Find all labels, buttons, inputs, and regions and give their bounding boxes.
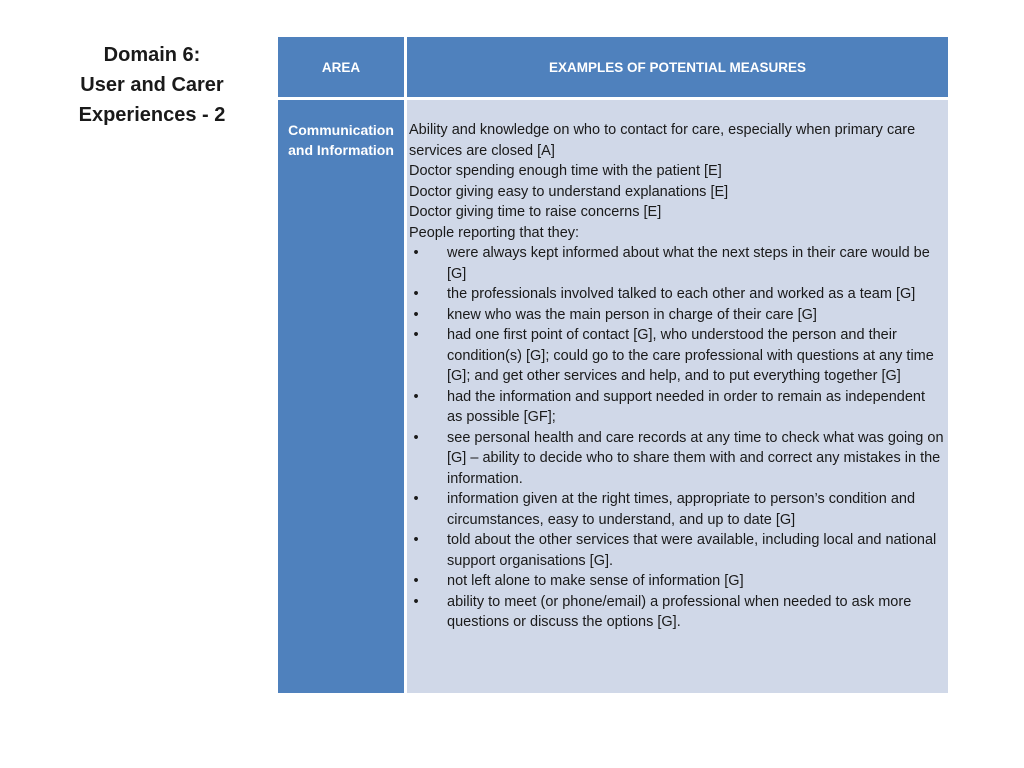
slide-title bbox=[66, 40, 238, 130]
list-item bbox=[409, 592, 944, 633]
bullet-text: not left alone to make sense of information [G] bbox=[447, 573, 744, 589]
bullet-icon: • bbox=[413, 491, 419, 507]
column-header-examples: EXAMPLES OF POTENTIAL MEASURES bbox=[407, 37, 948, 97]
column-header-area: AREA bbox=[278, 37, 404, 97]
list-item bbox=[409, 243, 944, 284]
bullet-text: had one first point of contact [G], who understood the person and their condition(s) [G]; could go to the care professional with questions at any time [G]; and get other services and help, and to put everything together [G] bbox=[447, 327, 934, 384]
bullet-icon: • bbox=[413, 286, 419, 302]
measure-line: Doctor spending enough time with the patient [E] bbox=[409, 163, 722, 179]
measures-table bbox=[278, 37, 948, 693]
bullet-icon: • bbox=[413, 573, 419, 589]
measure-bullet-list bbox=[409, 243, 944, 633]
area-cell bbox=[278, 100, 404, 693]
measure-line: Doctor giving time to raise concerns [E] bbox=[409, 204, 662, 220]
measure-line: Doctor giving easy to understand explanations [E] bbox=[409, 183, 729, 200]
list-item bbox=[409, 325, 944, 387]
bullet-icon: • bbox=[413, 306, 419, 323]
bullet-text: knew who was the main person in charge of their care [G] bbox=[447, 306, 817, 323]
bullet-icon: • bbox=[413, 388, 419, 405]
list-item bbox=[409, 571, 944, 592]
list-item bbox=[409, 428, 944, 490]
list-item bbox=[409, 387, 944, 428]
list-item bbox=[409, 489, 944, 530]
bullet-text: see personal health and care records at any time to check what was going on [G] – ability to decide who to share them with and correct any mistakes in the information. bbox=[447, 429, 944, 487]
bullet-text: the professionals involved talked to each other and worked as a team [G] bbox=[447, 286, 916, 302]
bullet-icon: • bbox=[413, 429, 419, 446]
bullet-icon: • bbox=[413, 245, 419, 261]
title-line: Experiences - 2 bbox=[78, 104, 226, 126]
bullet-text: information given at the right times, appropriate to person’s condition and circumstances, easy to understand, and up to date [G] bbox=[447, 491, 916, 528]
measure-line: People reporting that they: bbox=[409, 224, 580, 241]
bullet-text: had the information and support needed in order to remain as independent as possible [GF]; bbox=[447, 388, 926, 425]
measure-line: Ability and knowledge on who to contact for care, especially when primary care services are closed [A] bbox=[409, 122, 916, 159]
list-item bbox=[409, 284, 944, 305]
examples-cell bbox=[407, 100, 948, 693]
title-line: Domain 6: bbox=[103, 44, 201, 66]
title-line: User and Carer bbox=[80, 74, 224, 96]
bullet-icon: • bbox=[413, 593, 419, 610]
area-label-line: and Information bbox=[288, 142, 394, 158]
bullet-text: told about the other services that were available, including local and national support organisations [G]. bbox=[447, 532, 937, 569]
bullet-icon: • bbox=[413, 532, 419, 548]
bullet-text: were always kept informed about what the next steps in their care would be [G] bbox=[447, 245, 930, 282]
area-label-line: Communication bbox=[288, 122, 394, 138]
bullet-icon: • bbox=[413, 327, 419, 343]
list-item bbox=[409, 530, 944, 571]
bullet-text: ability to meet (or phone/email) a professional when needed to ask more questions or discuss the options [G]. bbox=[447, 593, 912, 630]
list-item bbox=[409, 305, 944, 326]
